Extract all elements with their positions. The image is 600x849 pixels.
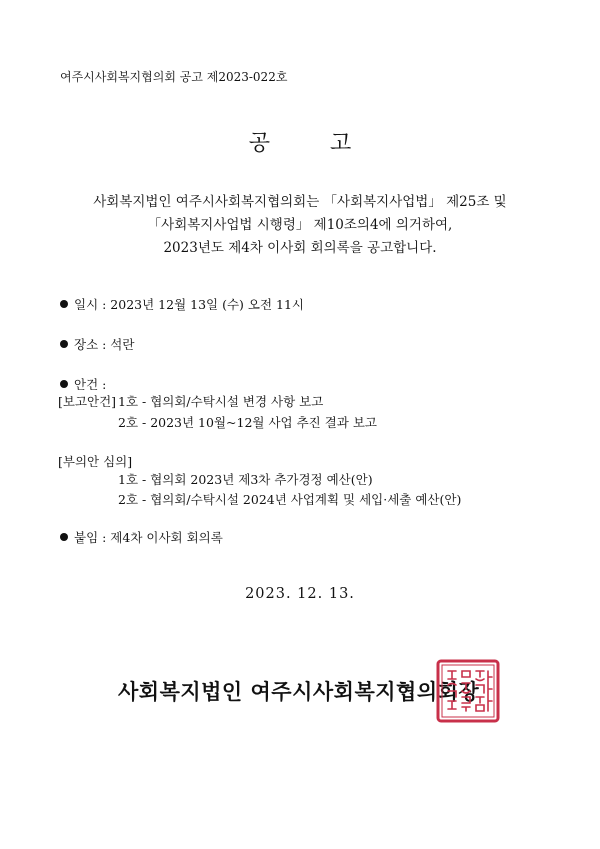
intro-line-1: 사회복지법인 여주시사회복지협의회는 「사회복지사업법」 제25조 및 bbox=[93, 194, 507, 210]
item-attachment bbox=[60, 528, 223, 546]
report-item-1: 1호 - 협의회/수탁시설 변경 사항 보고 bbox=[118, 394, 324, 409]
place-text: 장소 : 석란 bbox=[74, 337, 135, 352]
report-group-label: [보고안건] bbox=[58, 394, 117, 409]
bullet-icon bbox=[60, 533, 68, 541]
document-date: 2023. 12. 13. bbox=[245, 586, 355, 602]
bullet-icon bbox=[60, 300, 68, 308]
resolution-item-1: 1호 - 협의회 2023년 제3차 추가경정 예산(안) bbox=[118, 472, 373, 487]
document-number: 여주시사회복지협의회 공고 제2023-022호 bbox=[60, 70, 288, 84]
attachment-text: 붙임 : 제4차 이사회 회의록 bbox=[74, 530, 223, 545]
agenda-label: 안건 : bbox=[74, 377, 107, 392]
intro-line-2: 「사회복지사업법 시행령」 제10조의4에 의거하여, bbox=[147, 217, 453, 233]
official-seal-icon bbox=[436, 659, 500, 723]
item-agenda bbox=[60, 375, 106, 393]
item-place bbox=[60, 335, 134, 353]
bullet-icon bbox=[60, 340, 68, 348]
item-datetime bbox=[60, 295, 304, 313]
datetime-text: 일시 : 2023년 12월 13일 (수) 오전 11시 bbox=[74, 297, 304, 312]
resolution-item-2: 2호 - 협의회/수탁시설 2024년 사업계획 및 세입·세출 예산(안) bbox=[118, 492, 462, 507]
bullet-icon bbox=[60, 380, 68, 388]
signature-org-name: 사회복지법인 여주시사회복지협의회장 bbox=[118, 680, 480, 704]
intro-line-3: 2023년도 제4차 이사회 회의록을 공고합니다. bbox=[163, 240, 437, 256]
report-item-2: 2호 - 2023년 10월~12월 사업 추진 결과 보고 bbox=[118, 415, 377, 430]
resolution-group-label: [부의안 심의] bbox=[58, 454, 133, 469]
document-title: 공고 bbox=[248, 131, 412, 156]
